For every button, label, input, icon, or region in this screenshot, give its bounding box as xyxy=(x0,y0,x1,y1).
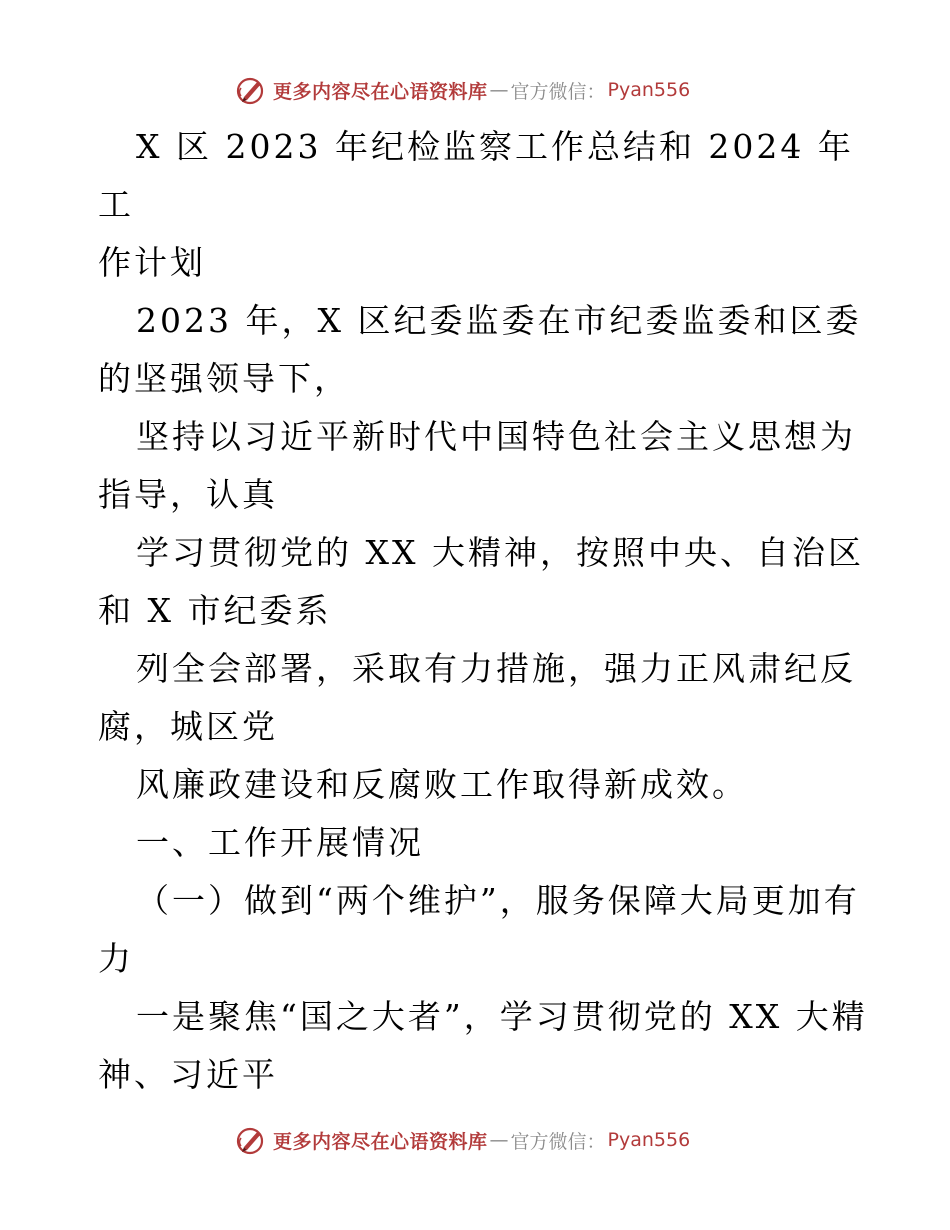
watermark-account: Pyan556 xyxy=(607,79,691,101)
title-line-2: 作计划 xyxy=(98,243,206,282)
watermark-separator: — xyxy=(489,1129,509,1151)
pen-logo-icon xyxy=(235,74,267,106)
watermark-header xyxy=(235,73,690,107)
pen-logo-icon xyxy=(235,1124,267,1156)
watermark-footer xyxy=(235,1123,690,1157)
paragraph: 2023 年，X 区纪委监委在市纪委监委和区委的坚强领导下， xyxy=(98,301,862,398)
paragraph: 列全会部署，采取有力措施，强力正风肃纪反腐，城区党 xyxy=(98,649,856,746)
paragraph: 坚持以习近平新时代中国特色社会主义思想为指导，认真 xyxy=(98,417,856,514)
watermark-account: Pyan556 xyxy=(607,1129,691,1151)
watermark-contact-label: 官方微信： xyxy=(510,1130,606,1153)
title-line-1: X 区 2023 年纪检监察工作总结和 2024 年工 xyxy=(98,127,854,224)
document-title xyxy=(98,118,868,292)
paragraph: 一是聚焦“国之大者”，学习贯彻党的 XX 大精神、习近平 xyxy=(98,997,868,1094)
watermark-separator: — xyxy=(489,79,509,101)
paragraph: 学习贯彻党的 XX 大精神，按照中央、自治区和 X 市纪委系 xyxy=(98,533,864,630)
subsection-heading: （一）做到“两个维护”，服务保障大局更加有力 xyxy=(98,881,860,978)
watermark-contact-label: 官方微信： xyxy=(510,80,606,103)
section-heading: 一、工作开展情况 xyxy=(136,823,424,862)
watermark-text: 更多内容尽在心语资料库 xyxy=(273,80,488,103)
document-body xyxy=(98,118,868,1104)
watermark-text: 更多内容尽在心语资料库 xyxy=(273,1130,488,1153)
paragraph: 风廉政建设和反腐败工作取得新成效。 xyxy=(136,765,748,804)
